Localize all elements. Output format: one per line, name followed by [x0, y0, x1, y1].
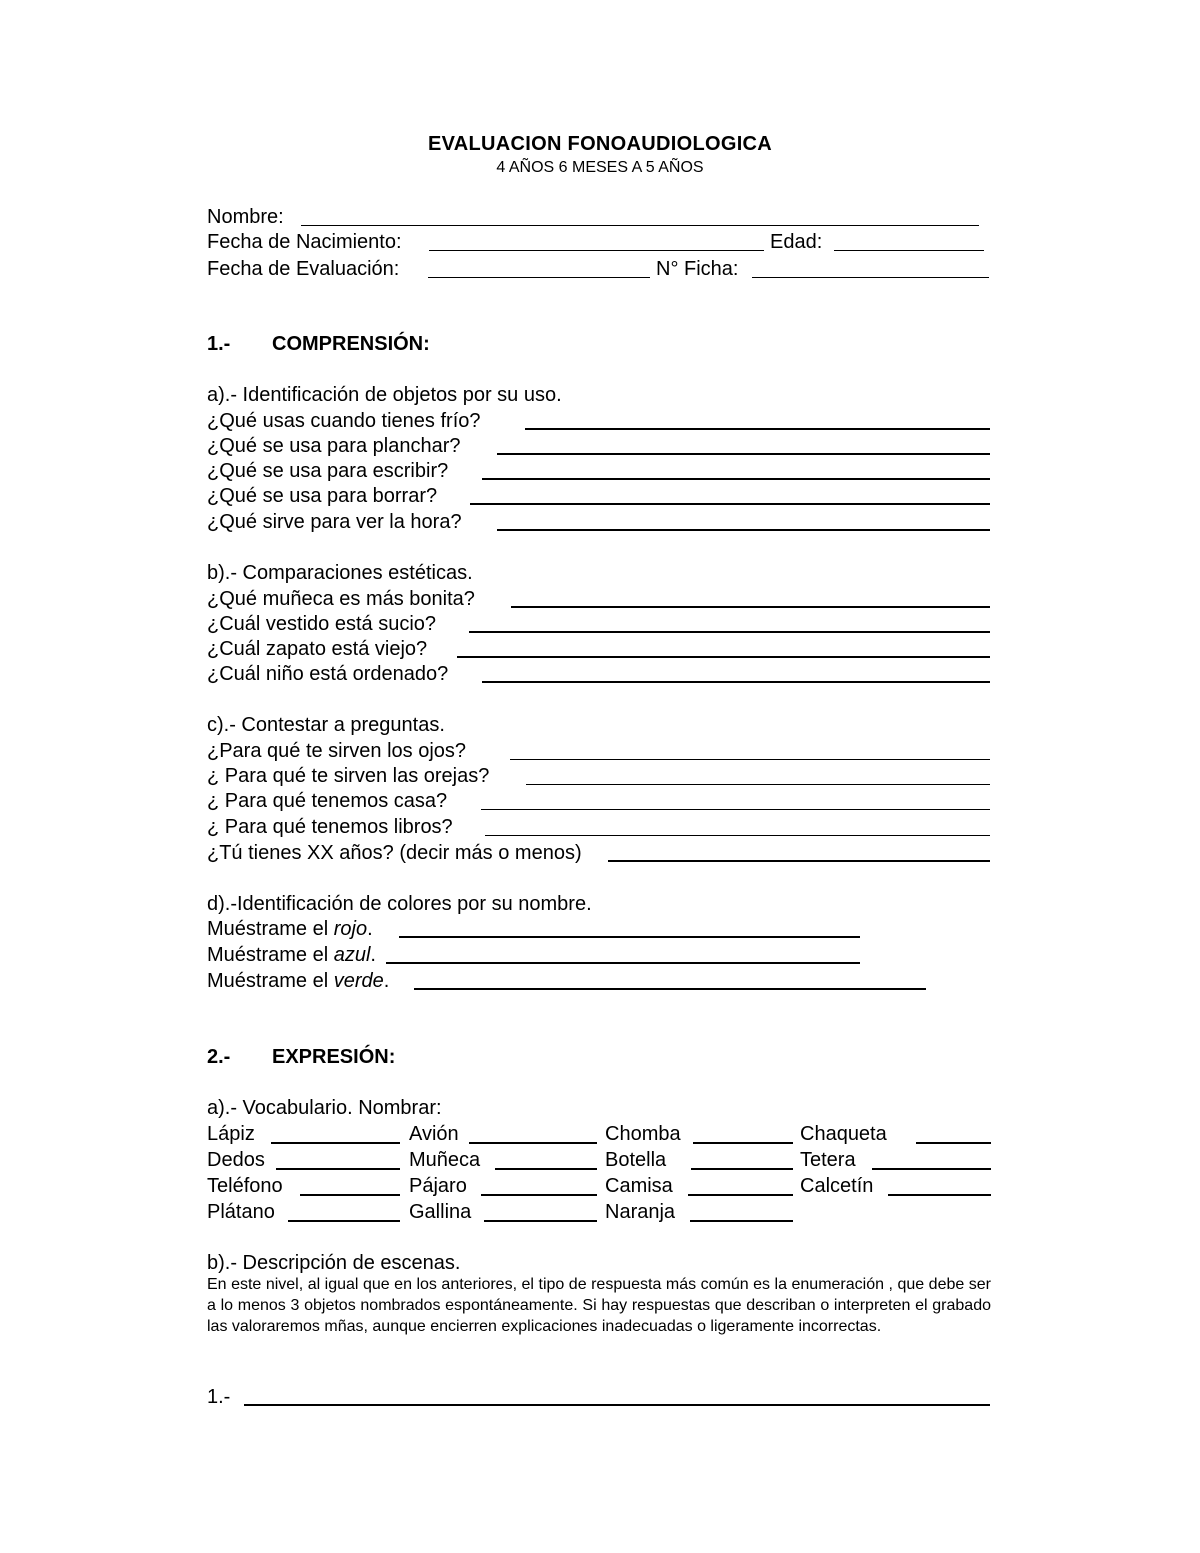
vocab-word: Botella — [605, 1149, 667, 1171]
section2b-paragraph: En este nivel, al igual que en los anteriores, el tipo de respuesta más común es la enumeración , que debe ser a lo menos 3 objetos nombrados espontáneamente. Si hay respuestas que describan o interpreten el grabado las valoraremos mñas, aunque encierren explicaciones inadecuadas o ligeramente incorrectas. — [207, 1276, 991, 1335]
vocab-answer[interactable] — [271, 1142, 400, 1144]
fecha-nacimiento-label: Fecha de Nacimiento: — [207, 231, 402, 253]
vocab-answer[interactable] — [688, 1194, 793, 1196]
vocab-answer[interactable] — [495, 1168, 597, 1170]
color-period: . — [367, 918, 373, 940]
question-1c-4: ¿ Para qué tenemos libros? — [207, 816, 453, 838]
vocab-answer[interactable] — [693, 1142, 793, 1144]
scene-answer-label: 1.- — [207, 1386, 231, 1408]
answer-color-azul[interactable] — [386, 962, 860, 964]
answer-1b-1[interactable] — [511, 606, 990, 608]
scene-answer-1[interactable] — [244, 1404, 990, 1406]
document-subtitle: 4 AÑOS 6 MESES A 5 AÑOS — [496, 159, 704, 176]
question-1b-1: ¿Qué muñeca es más bonita? — [207, 588, 475, 610]
answer-color-verde[interactable] — [414, 988, 926, 990]
question-1c-5: ¿Tú tienes XX años? (decir más o menos) — [207, 842, 582, 864]
answer-1c-5[interactable] — [608, 860, 990, 862]
vocab-word: Lápiz — [207, 1123, 255, 1145]
vocab-answer[interactable] — [469, 1142, 597, 1144]
vocab-answer[interactable] — [276, 1168, 400, 1170]
vocab-answer[interactable] — [690, 1220, 793, 1222]
question-1a-4: ¿Qué se usa para borrar? — [207, 485, 438, 507]
answer-1c-1[interactable] — [510, 759, 990, 760]
color-prefix: Muéstrame el — [207, 918, 329, 940]
color-rojo: rojo — [333, 918, 368, 940]
section2-title: EXPRESIÓN: — [272, 1046, 396, 1068]
answer-1a-1[interactable] — [525, 428, 990, 430]
color-verde: verde — [333, 970, 384, 992]
answer-1b-3[interactable] — [457, 656, 990, 658]
nombre-label: Nombre: — [207, 206, 284, 228]
vocab-word: Tetera — [800, 1149, 856, 1171]
section1-number: 1.- — [207, 333, 231, 355]
answer-1a-5[interactable] — [497, 529, 990, 531]
vocab-word: Avión — [409, 1123, 459, 1145]
question-1a-3: ¿Qué se usa para escribir? — [207, 460, 449, 482]
section1-title: COMPRENSIÓN: — [272, 333, 430, 355]
vocab-answer[interactable] — [691, 1168, 793, 1170]
color-prefix: Muéstrame el — [207, 944, 329, 966]
document-title: EVALUACION FONOAUDIOLOGICA — [427, 133, 773, 155]
vocab-answer[interactable] — [872, 1168, 991, 1170]
question-1b-4: ¿Cuál niño está ordenado? — [207, 663, 449, 685]
vocab-answer[interactable] — [288, 1220, 400, 1222]
answer-1a-4[interactable] — [470, 503, 990, 505]
ficha-field[interactable] — [752, 277, 989, 278]
question-1c-2: ¿ Para qué te sirven las orejas? — [207, 765, 490, 787]
section2-number: 2.- — [207, 1046, 231, 1068]
color-prefix: Muéstrame el — [207, 970, 329, 992]
answer-1b-4[interactable] — [482, 681, 990, 683]
section2a-title: a).- Vocabulario. Nombrar: — [207, 1097, 442, 1119]
fecha-evaluacion-field[interactable] — [428, 277, 650, 278]
vocab-word: Naranja — [605, 1201, 676, 1223]
fecha-evaluacion-label: Fecha de Evaluación: — [207, 258, 400, 280]
vocab-answer[interactable] — [916, 1142, 991, 1144]
nombre-field[interactable] — [301, 225, 979, 226]
section2b-title: b).- Descripción de escenas. — [207, 1252, 461, 1274]
answer-1a-2[interactable] — [497, 453, 990, 455]
section1b-title: b).- Comparaciones estéticas. — [207, 562, 473, 584]
vocab-answer[interactable] — [888, 1194, 991, 1196]
vocab-word: Plátano — [207, 1201, 275, 1223]
vocab-word: Chomba — [605, 1123, 681, 1145]
color-azul: azul — [333, 944, 371, 966]
vocab-word: Gallina — [409, 1201, 472, 1223]
edad-field[interactable] — [834, 250, 984, 251]
vocab-word: Pájaro — [409, 1175, 467, 1197]
section1d-title: d).-Identificación de colores por su nombre. — [207, 893, 592, 915]
color-question-azul — [207, 943, 376, 967]
question-1c-3: ¿ Para qué tenemos casa? — [207, 790, 448, 812]
color-question-verde — [207, 969, 389, 993]
section1a-title: a).- Identificación de objetos por su uso. — [207, 384, 562, 406]
edad-label: Edad: — [770, 231, 823, 253]
question-1b-2: ¿Cuál vestido está sucio? — [207, 613, 437, 635]
answer-1c-4[interactable] — [485, 835, 990, 836]
vocab-answer[interactable] — [484, 1220, 597, 1222]
fecha-nacimiento-field[interactable] — [429, 250, 764, 251]
vocab-word: Teléfono — [207, 1175, 283, 1197]
vocab-answer[interactable] — [300, 1194, 400, 1196]
question-1a-1: ¿Qué usas cuando tienes frío? — [207, 410, 481, 432]
color-question-rojo — [207, 917, 373, 941]
answer-color-rojo[interactable] — [399, 936, 860, 938]
question-1a-5: ¿Qué sirve para ver la hora? — [207, 511, 462, 533]
answer-1a-3[interactable] — [482, 478, 990, 480]
question-1c-1: ¿Para qué te sirven los ojos? — [207, 740, 467, 762]
vocab-word: Chaqueta — [800, 1123, 887, 1145]
vocab-word: Dedos — [207, 1149, 265, 1171]
answer-1c-3[interactable] — [481, 809, 990, 810]
answer-1b-2[interactable] — [469, 631, 990, 633]
vocab-word: Muñeca — [409, 1149, 481, 1171]
color-period: . — [383, 970, 390, 992]
vocab-answer[interactable] — [481, 1194, 597, 1196]
question-1b-3: ¿Cuál zapato está viejo? — [207, 638, 428, 660]
question-1a-2: ¿Qué se usa para planchar? — [207, 435, 461, 457]
ficha-label: N° Ficha: — [656, 258, 739, 280]
answer-1c-2[interactable] — [526, 784, 990, 785]
vocab-word: Camisa — [605, 1175, 673, 1197]
section1c-title: c).- Contestar a preguntas. — [207, 714, 445, 736]
color-period: . — [370, 944, 376, 966]
vocab-word: Calcetín — [800, 1175, 874, 1197]
